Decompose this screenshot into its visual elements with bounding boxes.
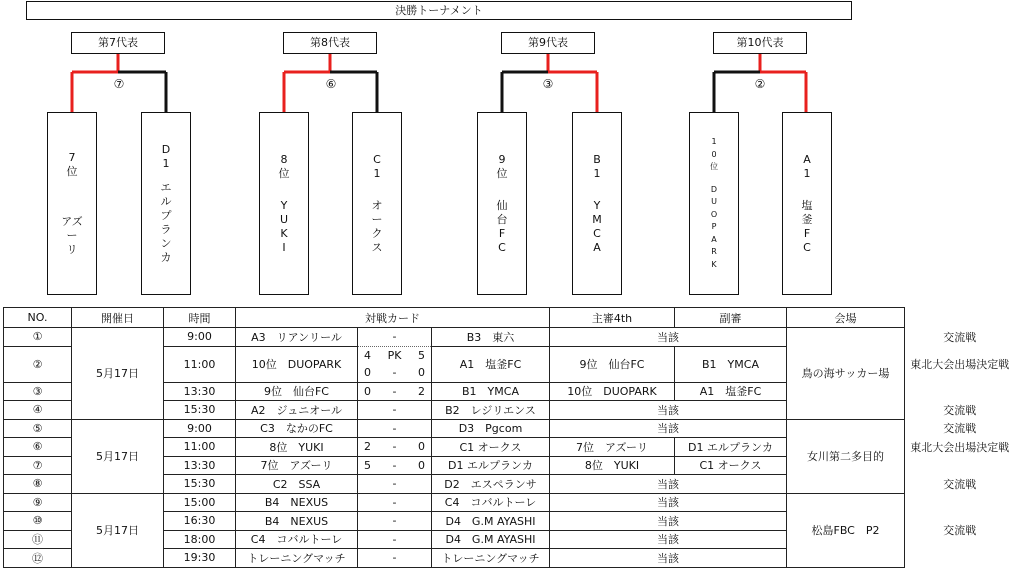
home-team: トレーニングマッチ (236, 549, 358, 568)
team-text: F (803, 226, 811, 240)
referee: 当該 (550, 549, 787, 568)
assistant-referee: A1 塩釜FC (675, 382, 787, 401)
team-text: ン (160, 236, 172, 250)
team-text: A (803, 152, 811, 166)
score: - (358, 328, 432, 347)
team-text: Y (593, 198, 601, 212)
referee: 10位 DUOPARK (550, 382, 675, 401)
away-team: D3 Pgcom (432, 419, 550, 438)
match-time: 15:30 (164, 401, 236, 420)
score: - (358, 549, 432, 568)
referee: 当該 (550, 419, 787, 438)
team-text: R (711, 247, 717, 256)
score-text: 0 (417, 366, 425, 380)
team-text: D (710, 184, 718, 194)
header-no: NO. (4, 308, 72, 328)
home-team: A3 リアンリール (236, 328, 358, 347)
team-text: U (711, 197, 717, 206)
match-time: 9:00 (164, 328, 236, 347)
team-box-10th-duopark (689, 112, 739, 295)
away-team: D1 エルプランカ (432, 456, 550, 475)
regular-score (358, 364, 432, 382)
team-text: F (498, 226, 506, 240)
match-note: 交流戦 (943, 403, 977, 417)
home-team: C3 なかのFC (236, 419, 358, 438)
team-text: 位 (496, 166, 508, 180)
score-text: 0 (417, 440, 425, 454)
referee: 当該 (550, 530, 787, 549)
home-team: 8位 YUKI (236, 438, 358, 457)
match-time: 18:00 (164, 530, 236, 549)
team-text: B (593, 152, 601, 166)
match-time: 11:00 (164, 438, 236, 457)
table-row (4, 493, 1015, 512)
team-text: P (711, 222, 717, 231)
team-text: ー (371, 212, 383, 226)
team-text: O (710, 209, 718, 219)
away-team: C4 コバルトーレ (432, 493, 550, 512)
match-no: ⑫ (4, 549, 72, 568)
match-no: ⑥ (4, 438, 72, 457)
team-text: U (279, 212, 289, 226)
match-time: 19:30 (164, 549, 236, 568)
score-text: 2 (364, 440, 371, 454)
home-team: B4 NEXUS (236, 493, 358, 512)
match-date: 5月17日 (72, 493, 164, 567)
table-row (4, 419, 1015, 438)
team-text: 0 (711, 149, 717, 159)
bracket-lines (0, 0, 1024, 120)
score-text: 4 (364, 348, 371, 362)
team-text: 台 (496, 212, 508, 226)
header-matchup: 対戦カード (236, 308, 550, 328)
score-text: 5 (364, 458, 371, 472)
team-text: リ (66, 242, 78, 256)
referee: 当該 (550, 401, 787, 420)
score: - (358, 475, 432, 494)
match-note (905, 456, 1015, 475)
match-number-3: ③ (542, 77, 554, 91)
rep-box-1: 第7代表 (71, 32, 165, 54)
home-team: 7位 アズーリ (236, 456, 358, 475)
team-text: C (373, 152, 381, 166)
pk-score (358, 346, 432, 364)
team-text: 位 (278, 166, 290, 180)
match-no: ⑪ (4, 530, 72, 549)
score-text: 0 (364, 384, 371, 398)
team-text: ク (371, 226, 383, 240)
table-row (4, 328, 1015, 347)
header-date: 開催日 (72, 308, 164, 328)
assistant-referee: C1 オークス (675, 456, 787, 475)
tournament-title: 決勝トーナメント (26, 1, 852, 20)
assistant-referee: B1 YMCA (675, 346, 787, 382)
team-text: ー (66, 228, 78, 242)
match-no: ⑧ (4, 475, 72, 494)
score (358, 438, 432, 457)
referee: 当該 (550, 475, 787, 494)
team-text: C (593, 226, 601, 240)
score-text: - (392, 384, 397, 398)
team-box-c1-oaks (352, 112, 402, 295)
team-text: K (711, 259, 717, 269)
header-time: 時間 (164, 308, 236, 328)
match-number-2: ⑥ (325, 77, 337, 91)
team-text: C (803, 240, 811, 254)
team-text: Y (280, 198, 288, 212)
team-text: C (498, 240, 506, 254)
score (358, 456, 432, 475)
match-no: ④ (4, 401, 72, 420)
match-time: 9:00 (164, 419, 236, 438)
match-no: ⑤ (4, 419, 72, 438)
schedule-table (3, 307, 1015, 568)
away-team: トレーニングマッチ (432, 549, 550, 568)
team-text: 7 (68, 150, 76, 164)
match-time: 16:30 (164, 512, 236, 531)
score (358, 382, 432, 401)
referee: 7位 アズーリ (550, 438, 675, 457)
score-text: 0 (364, 366, 371, 380)
score: - (358, 530, 432, 549)
match-date: 5月17日 (72, 419, 164, 493)
score: - (358, 401, 432, 420)
score-text: - (392, 440, 397, 454)
team-text: K (280, 226, 288, 240)
team-text: A (593, 240, 601, 254)
venue: 松島FBC P2 (787, 493, 905, 567)
team-box-b1-ymca (572, 112, 622, 295)
referee: 当該 (550, 493, 787, 512)
match-time: 15:30 (164, 475, 236, 494)
away-team: B1 YMCA (432, 382, 550, 401)
team-text: プ (160, 208, 172, 222)
home-team: 10位 DUOPARK (236, 346, 358, 382)
rep-box-3: 第9代表 (501, 32, 595, 54)
header-venue: 会場 (787, 308, 905, 328)
match-time: 13:30 (164, 456, 236, 475)
match-no: ⑨ (4, 493, 72, 512)
venue: 鳥の海サッカー場 (787, 328, 905, 420)
home-team: C2 SSA (236, 475, 358, 494)
match-no: ③ (4, 382, 72, 401)
rep-box-4: 第10代表 (713, 32, 807, 54)
team-text: アズ (61, 214, 83, 228)
match-time: 15:00 (164, 493, 236, 512)
match-number-4: ② (754, 77, 766, 91)
team-text: A (711, 234, 717, 244)
team-text: 位 (710, 162, 718, 171)
match-number-1: ⑦ (113, 77, 125, 91)
team-text: 1 (162, 156, 170, 170)
score-text: 5 (417, 348, 425, 362)
team-box-7th-azzurri (47, 112, 97, 295)
away-team: D4 G.M AYASHI (432, 530, 550, 549)
match-time: 13:30 (164, 382, 236, 401)
match-time: 11:00 (164, 346, 236, 382)
match-no: ② (4, 346, 72, 382)
rep-box-2: 第8代表 (283, 32, 377, 54)
match-note (905, 382, 1015, 401)
team-text: 仙 (496, 198, 508, 212)
team-text: M (592, 212, 602, 226)
score-text: 0 (417, 458, 425, 472)
match-note: 交流戦 (943, 330, 977, 344)
away-team: A1 塩釜FC (432, 346, 550, 382)
home-team: A2 ジュニオール (236, 401, 358, 420)
team-text: ス (371, 240, 383, 254)
team-text: 1 (593, 166, 601, 180)
match-note: 交流戦 (943, 524, 977, 537)
match-note: 東北大会出場決定戦 (910, 358, 1010, 371)
team-box-a1-shiogama (782, 112, 832, 295)
referee: 当該 (550, 512, 787, 531)
header-referee: 主審4th (550, 308, 675, 328)
team-text: I (282, 240, 286, 254)
assistant-referee: D1 エルプランカ (675, 438, 787, 457)
team-text: 位 (66, 164, 78, 178)
score-text: - (392, 458, 397, 472)
score-text: PK (387, 348, 402, 362)
away-team: C1 オークス (432, 438, 550, 457)
team-text: エ (160, 180, 172, 194)
away-team: B2 レジリエンス (432, 401, 550, 420)
score-text: - (392, 366, 397, 380)
team-text: オ (371, 198, 383, 212)
team-box-d1-elblanca (141, 112, 191, 295)
home-team: 9位 仙台FC (236, 382, 358, 401)
team-text: 1 (803, 166, 811, 180)
referee: 8位 YUKI (550, 456, 675, 475)
match-no: ① (4, 328, 72, 347)
score: - (358, 512, 432, 531)
team-box-8th-yuki (259, 112, 309, 295)
venue: 女川第二多目的 (787, 419, 905, 493)
header-assistant: 副審 (675, 308, 787, 328)
home-team: B4 NEXUS (236, 512, 358, 531)
referee: 9位 仙台FC (550, 346, 675, 382)
team-text: 塩 (801, 198, 813, 212)
away-team: B3 東六 (432, 328, 550, 347)
home-team: C4 コバルトーレ (236, 530, 358, 549)
team-text: 1 (711, 137, 717, 146)
team-box-9th-sendai (477, 112, 527, 295)
match-no: ⑩ (4, 512, 72, 531)
team-text: D (161, 142, 171, 156)
away-team: D2 エスペランサ (432, 475, 550, 494)
team-text: ル (160, 194, 172, 208)
match-no: ⑦ (4, 456, 72, 475)
team-text: ラ (160, 222, 172, 236)
team-text: 8 (280, 152, 288, 166)
score: - (358, 419, 432, 438)
team-text: 9 (498, 152, 506, 166)
match-date: 5月17日 (72, 328, 164, 420)
team-text: 釜 (801, 212, 813, 226)
score-text: 2 (417, 384, 425, 398)
away-team: D4 G.M AYASHI (432, 512, 550, 531)
team-text: 1 (373, 166, 381, 180)
match-note: 東北大会出場決定戦 (910, 440, 1010, 454)
team-text: カ (160, 250, 172, 264)
match-note: 交流戦 (943, 477, 977, 491)
score: - (358, 493, 432, 512)
table-header-row (4, 308, 1015, 328)
match-note: 交流戦 (943, 422, 977, 436)
referee: 当該 (550, 328, 787, 347)
